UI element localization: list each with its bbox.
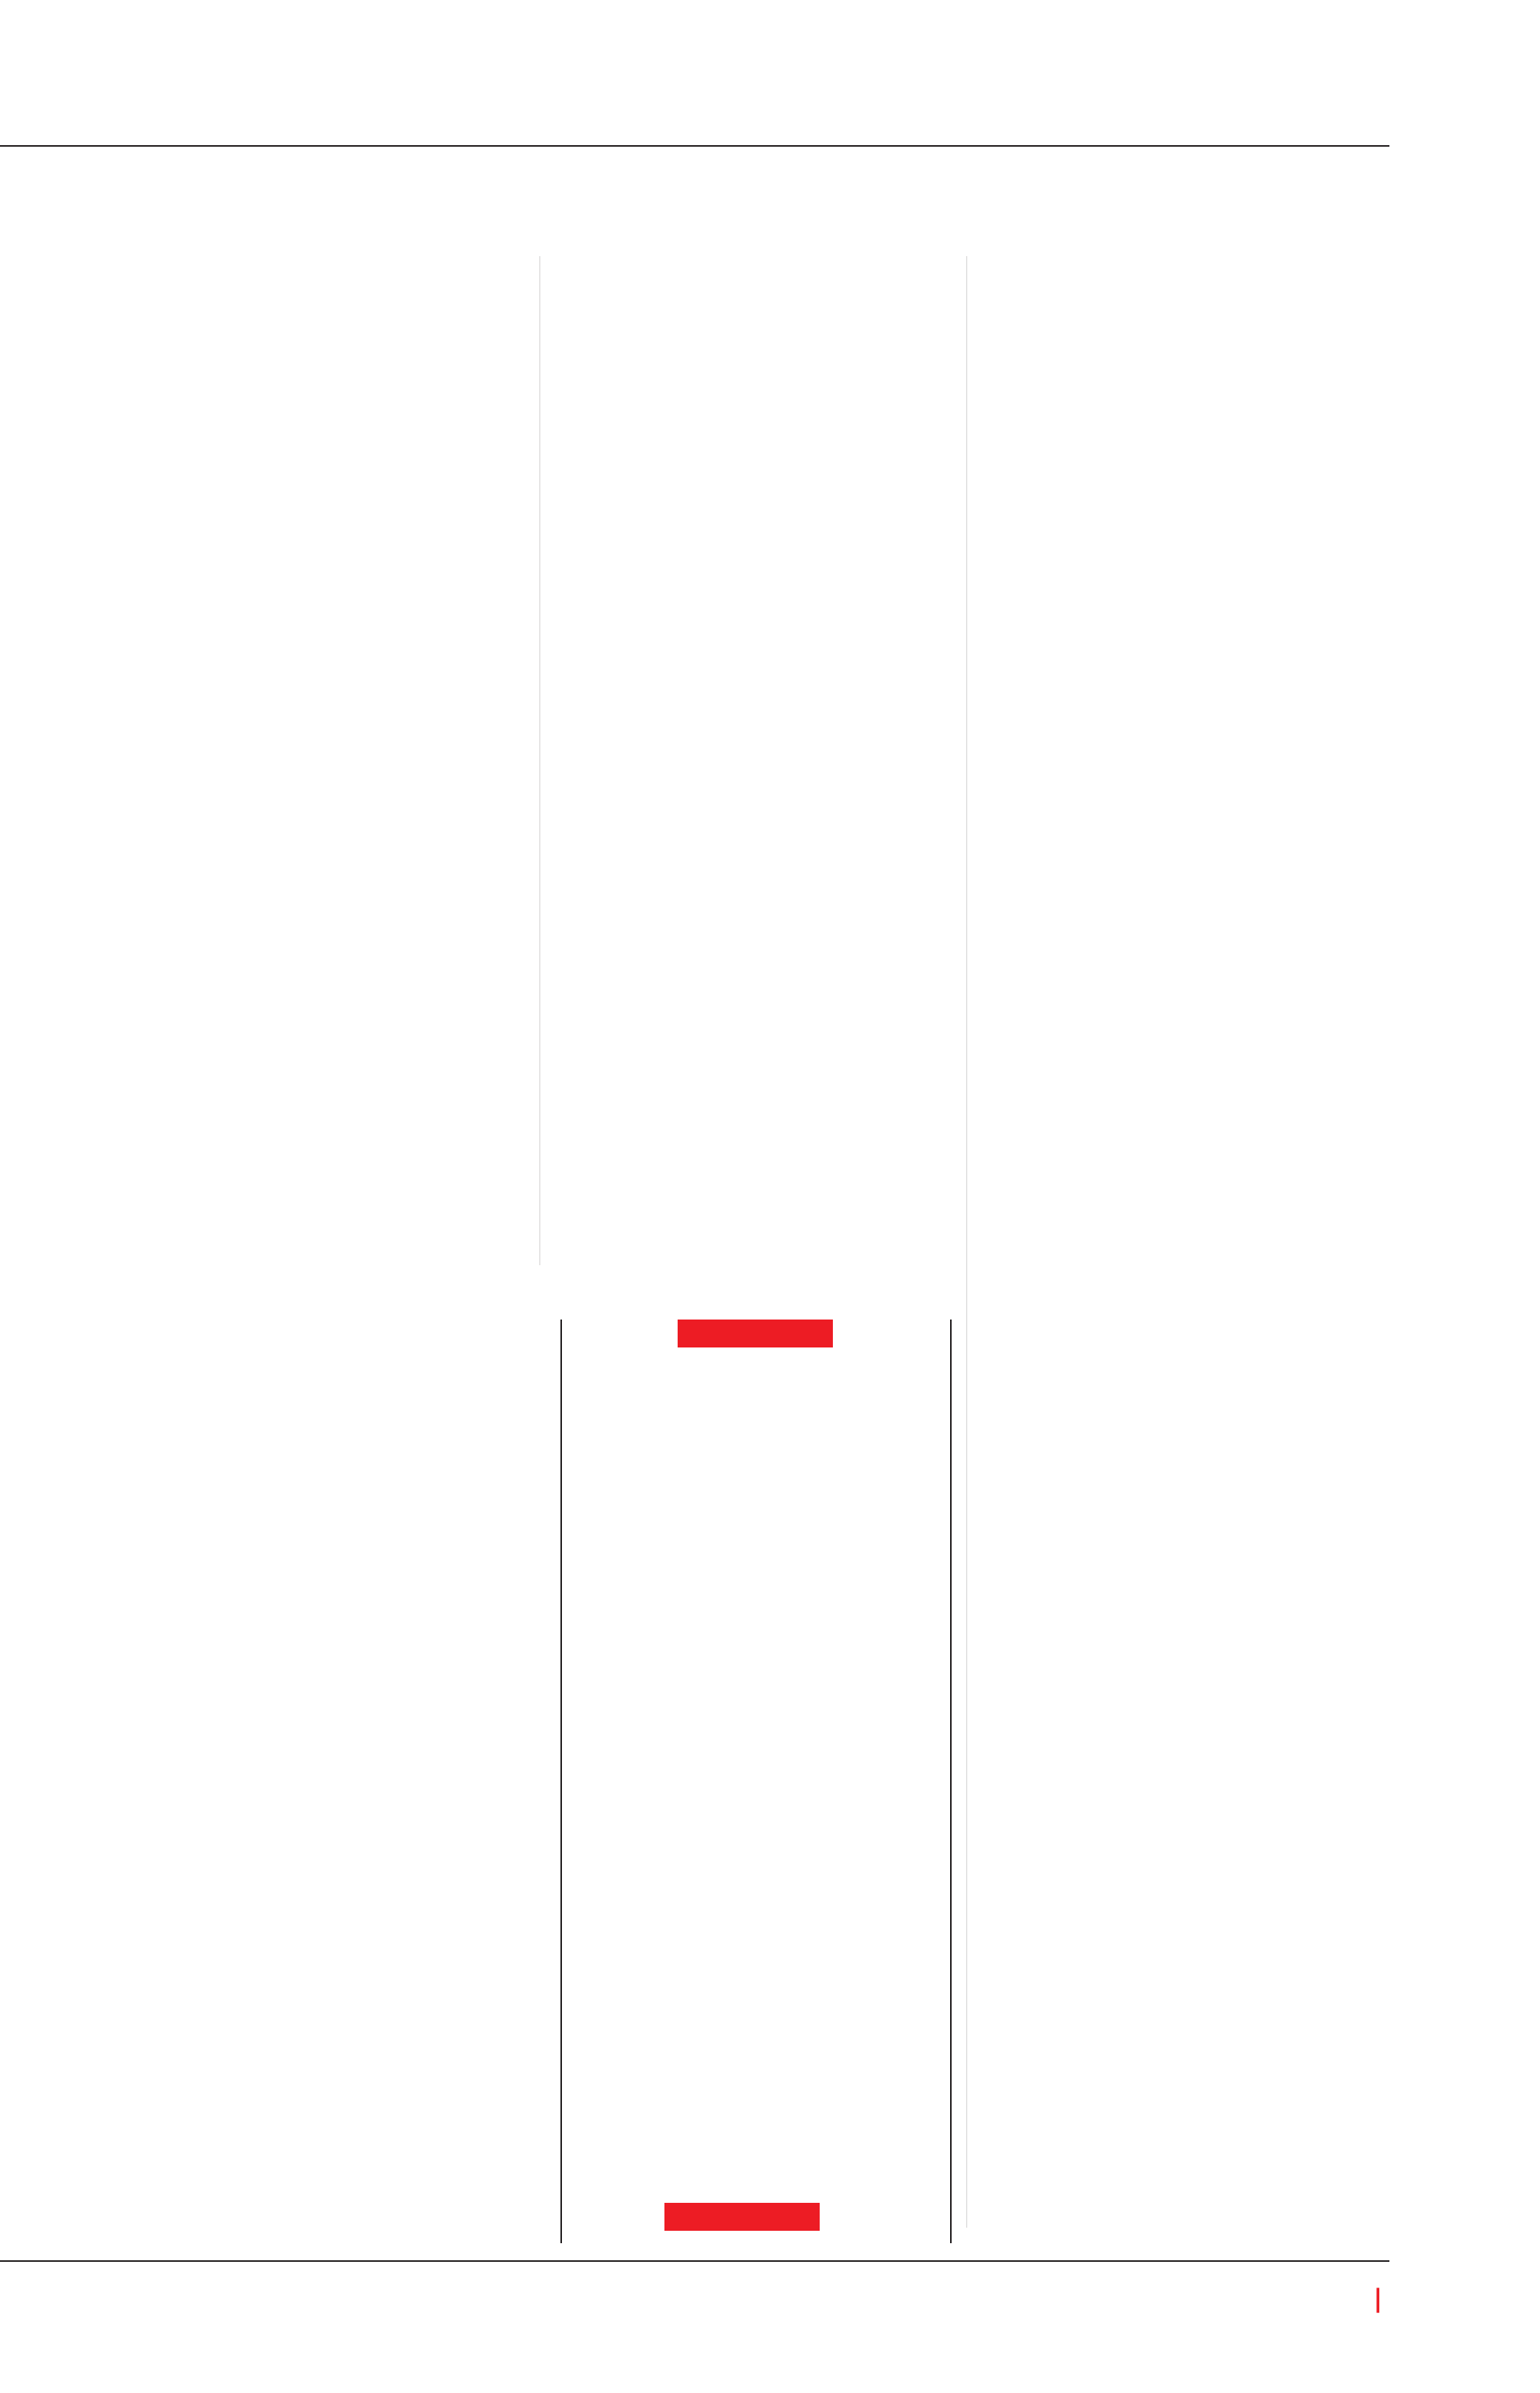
folio-separator: | <box>1373 2284 1382 2313</box>
top-rule <box>0 145 1389 147</box>
column-divider <box>539 256 540 1265</box>
pull-quote-top-bar <box>678 1320 833 1347</box>
column-divider <box>966 256 967 2228</box>
pull-quote-bottom-bar <box>664 2203 820 2231</box>
bottom-rule <box>0 2260 1389 2262</box>
pull-quote-frame <box>560 1320 952 2243</box>
page-folio <box>1367 2284 1389 2313</box>
